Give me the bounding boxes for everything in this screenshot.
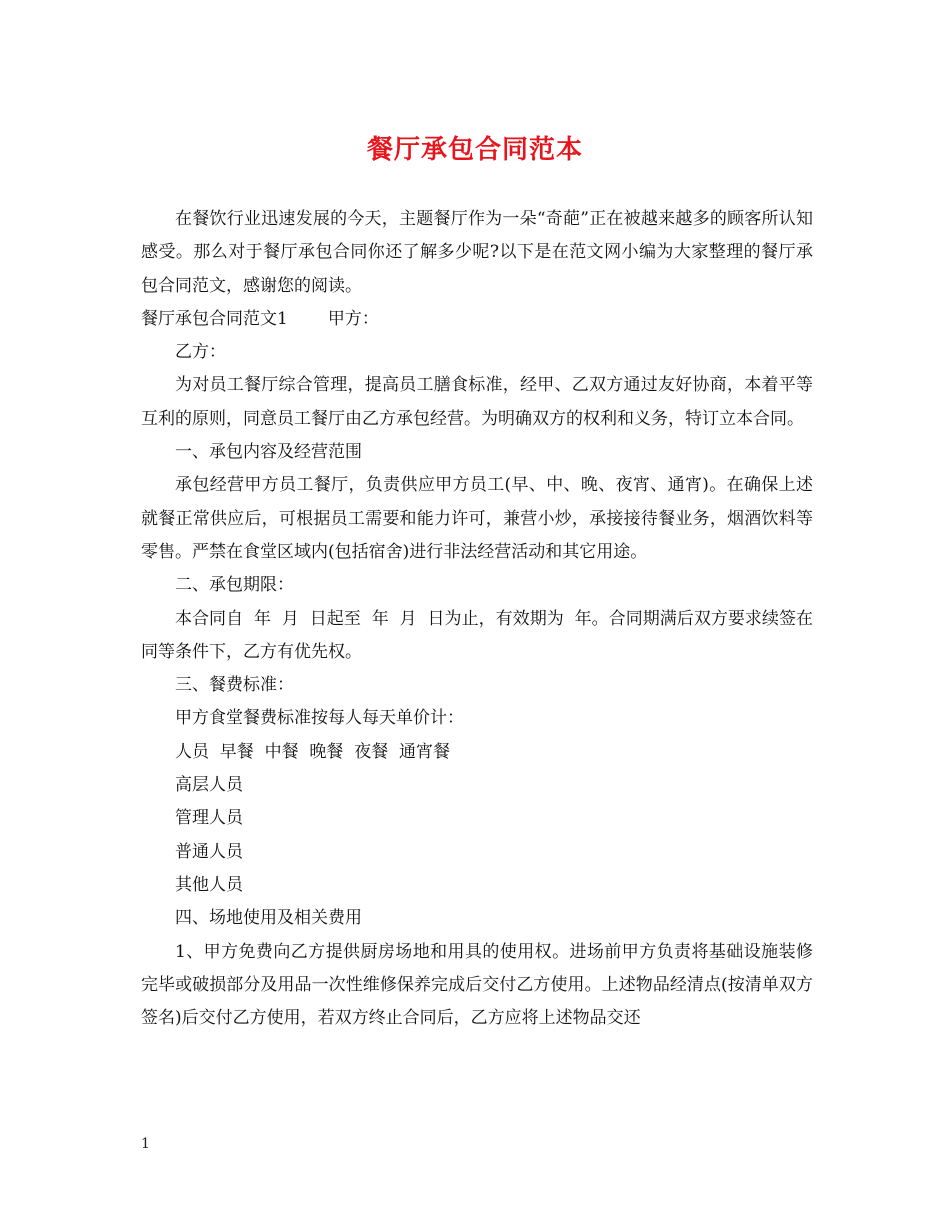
sample-heading-line xyxy=(141,303,813,336)
page-number: 1 xyxy=(141,1136,150,1152)
section-3-title: 三、餐费标准： xyxy=(175,675,294,696)
section-4-title: 四、场地使用及相关费用 xyxy=(175,908,362,929)
section-2-text: 本合同自 年 月 日起至 年 月 日为止，有效期为 年。合同期满后双方要求续签在同等条件下，乙方有优先权。 xyxy=(141,608,813,662)
section-2-title: 二、承包期限： xyxy=(175,575,294,596)
preamble-paragraph: 为对员工餐厅综合管理，提高员工膳食标准，经甲、乙双方通过友好协商，本着平等互利的原则，同意员工餐厅由乙方承包经营。为明确双方的权利和义务，特订立本合同。 xyxy=(141,375,813,429)
fee-row-general: 普通人员 xyxy=(175,841,243,862)
section-3-text: 甲方食堂餐费标准按每人每天单价计： xyxy=(175,708,464,729)
section-4-item-1: 1、甲方免费向乙方提供厨房场地和用具的使用权。进场前甲方负责将基础设施装修完毕或破损部分及用品一次性维修保养完成后交付乙方使用。上述物品经清点(按清单双方签名)后交付乙方使用，若双方终止合同后，乙方应将上述物品交还 xyxy=(141,941,813,1029)
fee-row-other: 其他人员 xyxy=(175,874,243,895)
fee-table-header: 人员 早餐 中餐 晚餐 夜餐 通宵餐 xyxy=(175,741,451,762)
section-1-text: 承包经营甲方员工餐厅，负责供应甲方员工(早、中、晚、夜宵、通宵)。在确保上述就餐正常供应后，可根据员工需要和能力许可，兼营小炒，承接接待餐业务，烟酒饮料等零售。严禁在食堂区域内(包括宿舍)进行非法经营活动和其它用途。 xyxy=(141,475,813,562)
document-title: 餐厅承包合同范本 xyxy=(366,135,583,165)
party-b-label: 乙方： xyxy=(175,342,226,363)
fee-row-senior: 高层人员 xyxy=(175,775,243,796)
document-body xyxy=(141,203,813,1035)
party-a-label: 甲方： xyxy=(327,308,379,329)
sample-heading: 餐厅承包合同范文1 xyxy=(141,308,288,329)
section-1-title: 一、承包内容及经营范围 xyxy=(175,442,362,463)
intro-paragraph: 在餐饮行业迅速发展的今天，主题餐厅作为一朵“奇葩”正在被越来越多的顾客所认知感受。那么对于餐厅承包合同你还了解多少呢?以下是在范文网小编为大家整理的餐厅承包合同范文，感谢您的阅读。 xyxy=(141,209,813,296)
fee-row-management: 管理人员 xyxy=(175,808,243,829)
